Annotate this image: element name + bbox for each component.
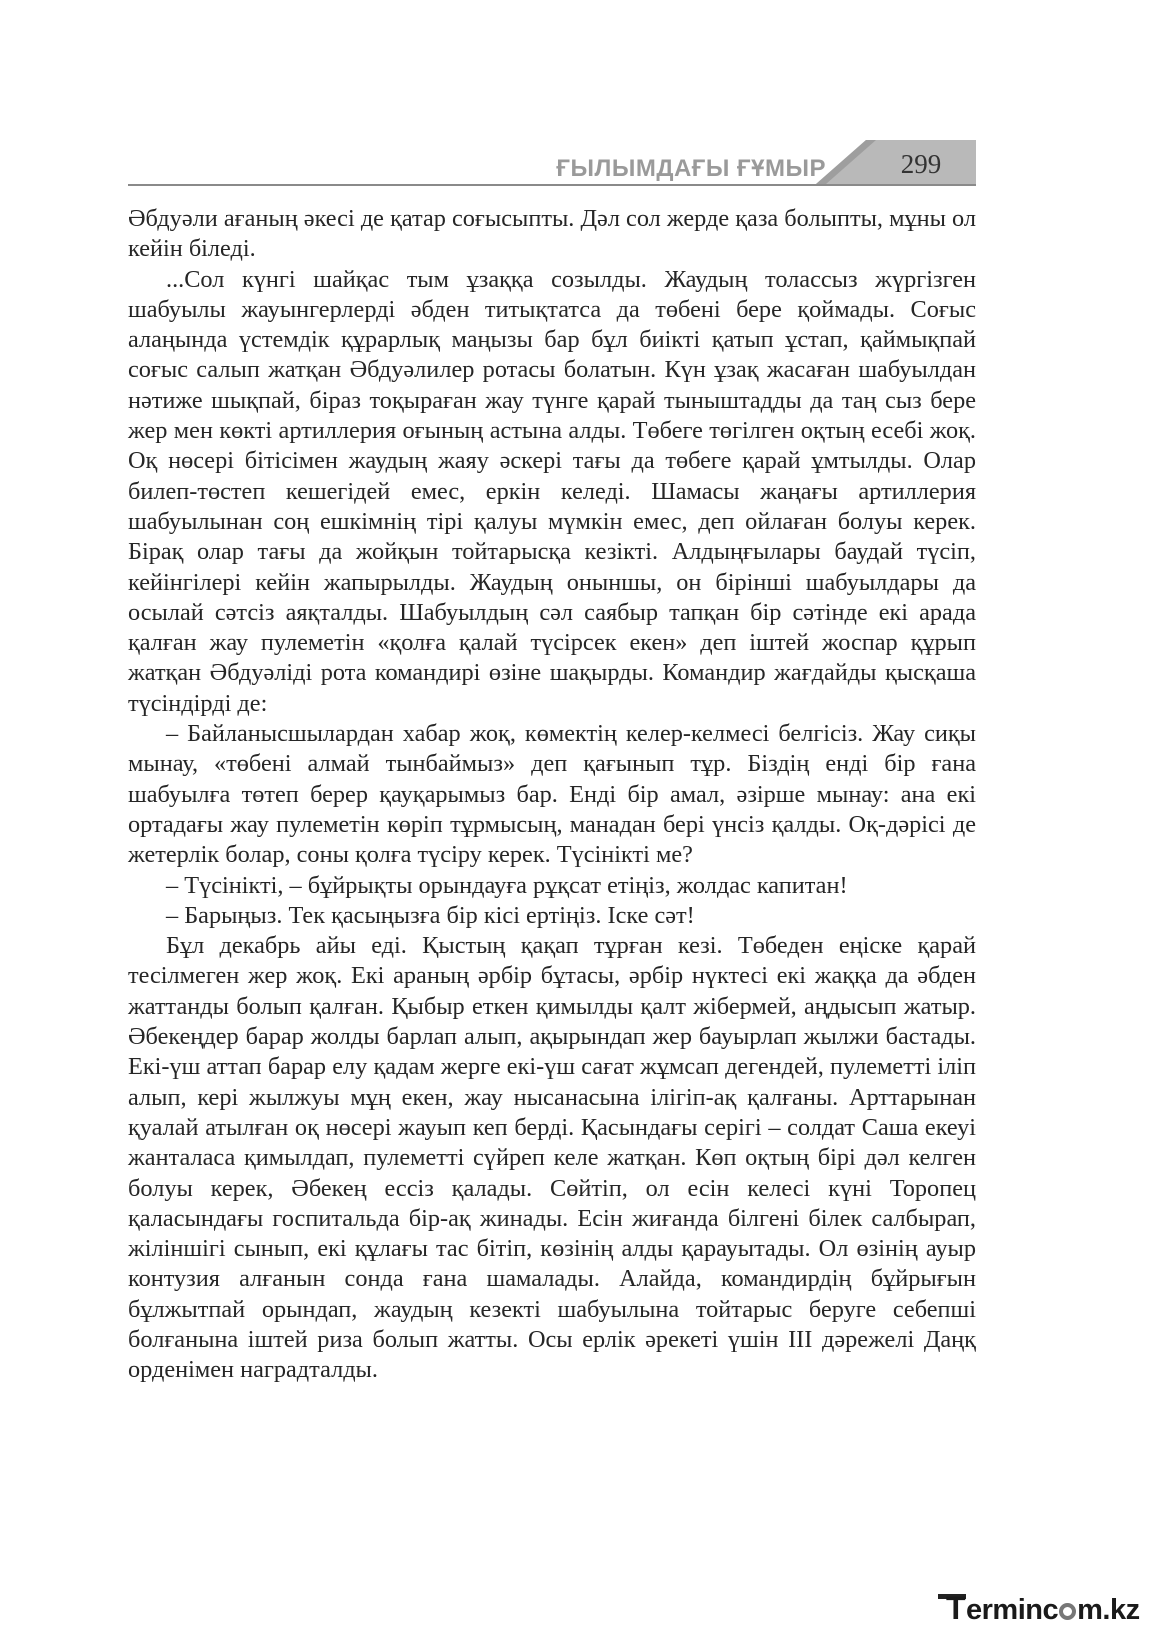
paragraph: ...Сол күнгі шайқас тым ұзаққа созылды. Жаудың толассыз жүргізген шабуылы жауынгерлерді әбден титықтатса да төбені бере қоймады. Соғыс алаңында үстемдік құрарлық маңызы бар бұл биікті қатып ұстап, қаймықпай соғыс салып жатқан Әбдуәлилер ротасы болатын. Күн ұзақ жасаған шабуылдан нәтиже шықпай, біраз тоқыраған жау түнге қарай тыныштадды да таң сыз бере жер мен көкті артиллерия оғының астына алды. Төбеге төгілген оқтың есебі жоқ. Оқ нөсері бітісімен жаудың жаяу әскері тағы да төбеге қарай ұмтылды. Олар билеп-төстеп кешегідей емес, еркін келеді. Шамасы жаңағы артиллерия шабуылынан соң ешкімнің тірі қалуы мүмкін емес, деп ойлаған болуы керек. Бірақ олар тағы да жойқын тойтарысқа кезікті. Алдыңғылары баудай түсіп, кейінгілері кейін жапырылды. Жаудың оныншы, он бірінші шабуылдары да осылай сәтсіз аяқталды. Шабуылдың сәл саябыр тапқан бір сәтінде екі арада қалған жау пулеметін «қолға қалай түсірсек екен» деп іштей жоспар құрып жатқан Әбдуәліді рота командирі өзіне шақырды. Командир жағдайды қысқаша түсіндірді де: (128, 265, 976, 717)
running-header (128, 136, 976, 186)
paragraph: – Түсінікті, – бұйрықты орындауға рұқсат етіңіз, жолдас капитан! (166, 871, 848, 899)
header-rule (128, 184, 976, 186)
termincom-watermark (946, 1590, 1146, 1630)
watermark-o-ring (1059, 1603, 1076, 1620)
paragraph: Бұл декабрь айы еді. Қыстың қақап тұрған кезі. Төбеден еңіске қарай тесілмеген жер жоқ. Екі араның әрбір бұтасы, әрбір нүктесі екі жаққа да әбден жаттанды болып қалған. Қыбыр еткен қимылды қалт жібермей, аңдысып жатыр. Әбекеңдер барар жолды барлап алып, ақырындап жер бауырлап жылжи бастады. Екі-үш аттап барар елу қадам жерге екі-үш сағат жұмсап дегендей, пулеметті іліп алып, кері жылжуы мұң екен, жау нысанасына ілігіп-ақ қалғаны. Арттарынан қуалай атылған оқ нөсері жауып кеп берді. Қасындағы серігі – солдат Саша екеуі жанталаса қимылдап, пулеметті сүйреп келе жатқан. Көп оқтың бірі дәл келген болуы керек, Әбекең ессіз қалады. Сөйтіп, ол есін келесі күні Торопец қаласындағы госпитальда бір-ақ жинады. Есін жиғанда білгені білек салбырап, жіліншігі сынып, екі құлағы тас бітіп, көзінің алды қарауытады. Ол өзінің ауыр контузия алғанын сонда ғана шамалады. Алайда, командирдің бұйрығын бұлжытпай орындап, жаудың кезекті шабуылына тойтарыс беруге себепші болғанына іштей риза болып жатты. Осы ерлік әрекеті үшін ІІІ дәрежелі Даңқ орденімен наградталды. (128, 932, 976, 1384)
watermark-t: T (946, 1590, 966, 1626)
running-title: ҒЫЛЫМДАҒЫ ҒҰМЫР (556, 155, 826, 182)
paragraph: – Байланысшылардан хабар жоқ, көмектің келер-келмесі белгісіз. Жау сиқы мынау, «төбені алмай тынбаймыз» деп қағынып тұр. Біздің енді бір ғана шабуылға төтеп берер қауқарымыз бар. Енді бір амал, әзірше мынау: ана екі ортадағы жау пулеметін көріп тұрмысың, манадан бері үнсіз қалды. Оқ-дәрісі де жетерлік болар, соны қолға түсіру керек. Түсінікті ме? (128, 720, 976, 869)
body-text (128, 204, 976, 1386)
paragraph: Әбдуәли ағаның әкесі де қатар соғысыпты. Дәл сол жерде қаза болыпты, мұны ол кейін біледі. (128, 205, 976, 263)
paragraph: – Барыңыз. Тек қасыңызға бір кісі ертіңіз. Іске сәт! (166, 901, 695, 929)
page-number: 299 (900, 149, 942, 179)
watermark-text: erminc m.kz (966, 1594, 1140, 1626)
